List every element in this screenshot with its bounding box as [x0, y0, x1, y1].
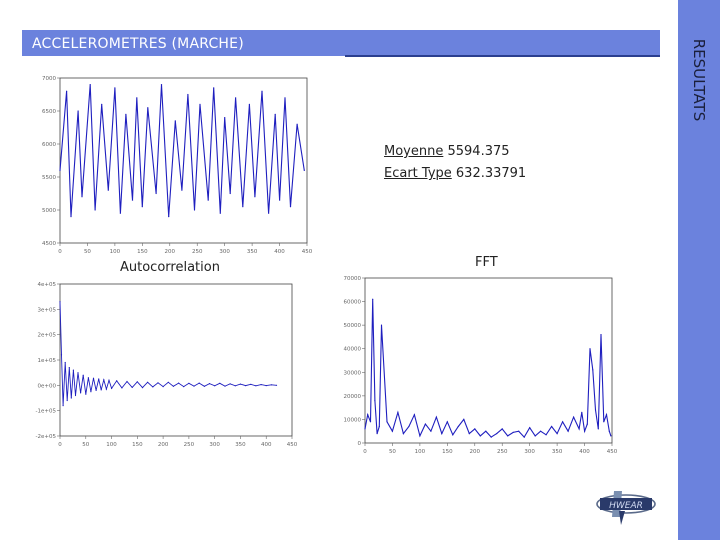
data-point: [279, 200, 280, 201]
data-point: [66, 91, 67, 92]
x-tick-label: 250: [496, 449, 508, 455]
data-point: [546, 434, 547, 435]
data-point: [275, 114, 276, 115]
data-point: [90, 84, 91, 85]
data-point: [71, 397, 72, 398]
data-point: [224, 117, 225, 118]
y-tick-label: 70000: [343, 276, 361, 282]
mean-label: Moyenne: [384, 144, 444, 159]
y-tick-label: 6000: [42, 142, 56, 148]
x-tick-label: 350: [235, 442, 246, 448]
data-point: [518, 431, 519, 432]
data-point: [254, 196, 255, 197]
x-tick-label: 200: [157, 442, 169, 448]
data-point: [90, 391, 91, 392]
data-point: [507, 435, 508, 436]
x-tick-label: 0: [363, 449, 367, 455]
data-point: [147, 382, 148, 383]
data-point: [69, 367, 70, 368]
y-tick-label: 5500: [42, 175, 56, 181]
data-point: [491, 437, 492, 438]
plot-frame: [60, 284, 292, 436]
data-point: [220, 213, 221, 214]
data-point: [584, 431, 585, 432]
data-point: [606, 414, 607, 415]
data-point: [408, 426, 409, 427]
x-tick-label: 400: [579, 449, 590, 455]
data-point: [245, 385, 246, 386]
data-point: [600, 334, 601, 335]
data-point: [485, 431, 486, 432]
hwear-logo: [592, 487, 660, 527]
data-point: [114, 87, 115, 88]
data-point: [101, 389, 102, 390]
y-tick-label: 10000: [343, 417, 361, 424]
data-point: [204, 386, 205, 387]
data-point: [136, 97, 137, 98]
data-point: [173, 386, 174, 387]
x-tick-label: 450: [301, 249, 313, 255]
series-line: [60, 302, 277, 406]
data-point: [463, 419, 464, 420]
data-point: [480, 435, 481, 436]
autocorr-label: Autocorrelation: [120, 260, 220, 275]
y-tick-label: 5000: [42, 208, 56, 214]
x-tick-label: 50: [388, 449, 396, 455]
data-point: [250, 384, 251, 385]
page-title: ACCELEROMETRES (MARCHE): [32, 36, 244, 52]
data-point: [65, 362, 66, 363]
data-point: [126, 381, 127, 382]
data-point: [181, 190, 182, 191]
y-tick-label: 7000: [42, 76, 56, 82]
data-point: [603, 421, 604, 422]
data-point: [255, 385, 256, 386]
side-label: RESULTATS: [690, 38, 708, 122]
data-point: [70, 216, 71, 217]
data-point: [101, 104, 102, 105]
x-tick-label: 250: [191, 249, 203, 255]
x-tick-label: 150: [137, 249, 148, 255]
y-tick-label: 4e+05: [37, 282, 56, 288]
data-point: [73, 370, 74, 371]
data-point: [178, 383, 179, 384]
data-point: [379, 426, 380, 427]
data-point: [452, 434, 453, 435]
signal-chart: [30, 72, 315, 257]
data-point: [120, 213, 121, 214]
data-point: [152, 386, 153, 387]
data-point: [111, 388, 112, 389]
data-point: [598, 428, 599, 429]
x-tick-label: 350: [551, 449, 563, 455]
data-point: [397, 412, 398, 413]
data-point: [414, 414, 415, 415]
x-tick-label: 300: [209, 442, 220, 448]
data-point: [59, 301, 60, 302]
data-point: [502, 428, 503, 429]
data-point: [610, 435, 611, 436]
x-tick-label: 100: [106, 442, 117, 448]
data-point: [224, 386, 225, 387]
data-point: [80, 392, 81, 393]
data-point: [88, 377, 89, 378]
data-point: [219, 383, 220, 384]
x-tick-label: 300: [524, 449, 535, 455]
x-tick-label: 400: [260, 442, 272, 448]
data-point: [469, 433, 470, 434]
std-value: 632.33791: [455, 166, 527, 181]
y-tick-label: 0: [357, 441, 361, 447]
y-tick-label: 4500: [42, 241, 56, 247]
data-point: [187, 94, 188, 95]
data-point: [209, 383, 210, 384]
data-point: [161, 84, 162, 85]
data-point: [587, 424, 588, 425]
data-point: [377, 433, 378, 434]
stats-block: [384, 141, 526, 185]
x-tick-label: 50: [82, 442, 90, 448]
data-point: [249, 104, 250, 105]
x-tick-label: 300: [219, 249, 230, 255]
data-point: [551, 426, 552, 427]
data-point: [78, 110, 79, 111]
data-point: [116, 380, 117, 381]
y-tick-label: -2e+05: [35, 434, 56, 440]
y-tick-label: 60000: [343, 299, 361, 306]
data-point: [392, 431, 393, 432]
logo-text: HWEAR: [609, 501, 643, 511]
data-point: [374, 400, 375, 401]
y-tick-label: 40000: [343, 346, 361, 353]
data-point: [573, 417, 574, 418]
y-tick-label: 2e+05: [37, 332, 56, 339]
plot-frame: [365, 278, 612, 443]
data-point: [183, 386, 184, 387]
data-point: [157, 382, 158, 383]
data-point: [142, 206, 143, 207]
data-point: [83, 375, 84, 376]
y-tick-label: 30000: [343, 370, 361, 377]
data-point: [168, 216, 169, 217]
data-point: [419, 435, 420, 436]
data-point: [61, 354, 62, 355]
data-point: [403, 433, 404, 434]
data-point: [370, 421, 371, 422]
data-point: [474, 428, 475, 429]
data-point: [235, 385, 236, 386]
data-point: [230, 383, 231, 384]
data-point: [268, 213, 269, 214]
data-point: [458, 426, 459, 427]
data-point: [63, 405, 64, 406]
data-point: [98, 378, 99, 379]
data-point: [372, 299, 373, 300]
data-point: [367, 414, 368, 415]
data-point: [77, 372, 78, 373]
title-underline: [345, 55, 660, 57]
data-point: [194, 209, 195, 210]
data-point: [261, 91, 262, 92]
x-tick-label: 200: [469, 449, 481, 455]
data-point: [609, 431, 610, 432]
y-tick-label: -1e+05: [35, 408, 56, 415]
data-point: [441, 433, 442, 434]
y-tick-label: 20000: [343, 393, 361, 400]
data-point: [381, 325, 382, 326]
data-point: [290, 206, 291, 207]
data-point: [193, 386, 194, 387]
y-tick-label: 3e+05: [37, 307, 56, 314]
data-point: [496, 433, 497, 434]
std-label: Ecart Type: [384, 166, 452, 181]
data-point: [103, 379, 104, 380]
x-tick-label: 50: [83, 249, 91, 255]
std-row: [384, 163, 526, 185]
data-point: [156, 193, 157, 194]
data-point: [214, 385, 215, 386]
data-point: [96, 390, 97, 391]
data-point: [595, 409, 596, 410]
series-line: [365, 299, 611, 437]
data-point: [568, 431, 569, 432]
data-point: [304, 170, 305, 171]
fft-label: FFT: [475, 255, 498, 270]
x-tick-label: 0: [58, 442, 62, 448]
autocorrelation-chart: [30, 278, 300, 450]
data-point: [208, 200, 209, 201]
data-point: [557, 433, 558, 434]
data-point: [95, 209, 96, 210]
data-point: [276, 385, 277, 386]
x-tick-label: 100: [109, 249, 121, 255]
data-point: [266, 385, 267, 386]
y-tick-label: 0e+00: [37, 383, 56, 390]
data-point: [535, 435, 536, 436]
fft-chart: [335, 272, 620, 457]
data-point: [581, 412, 582, 413]
data-point: [284, 97, 285, 98]
data-point: [513, 432, 514, 433]
data-point: [430, 431, 431, 432]
data-point: [579, 428, 580, 429]
y-tick-label: 6500: [42, 109, 56, 115]
data-point: [235, 97, 236, 98]
x-tick-label: 0: [58, 249, 62, 255]
data-point: [386, 421, 387, 422]
data-point: [213, 87, 214, 88]
data-point: [589, 348, 590, 349]
data-point: [540, 431, 541, 432]
data-point: [199, 104, 200, 105]
x-tick-label: 450: [286, 442, 298, 448]
data-point: [142, 387, 143, 388]
data-point: [81, 196, 82, 197]
data-point: [242, 206, 243, 207]
data-point: [230, 193, 231, 194]
data-point: [108, 190, 109, 191]
data-point: [168, 382, 169, 383]
mean-value: 5594.375: [447, 144, 510, 159]
x-tick-label: 100: [414, 449, 426, 455]
data-point: [163, 386, 164, 387]
x-tick-label: 200: [164, 249, 176, 255]
x-tick-label: 150: [132, 442, 143, 448]
y-tick-label: 50000: [343, 323, 361, 330]
data-point: [121, 387, 122, 388]
data-point: [447, 421, 448, 422]
data-point: [108, 380, 109, 381]
data-point: [240, 384, 241, 385]
data-point: [364, 428, 365, 429]
data-point: [425, 424, 426, 425]
data-point: [592, 369, 593, 370]
data-point: [529, 427, 530, 428]
data-point: [261, 384, 262, 385]
data-point: [297, 124, 298, 125]
data-point: [175, 120, 176, 121]
data-point: [93, 378, 94, 379]
data-point: [132, 200, 133, 201]
data-point: [524, 437, 525, 438]
data-point: [75, 395, 76, 396]
data-point: [125, 114, 126, 115]
title-bar: [22, 30, 660, 56]
x-tick-label: 350: [246, 249, 258, 255]
data-point: [271, 384, 272, 385]
data-point: [199, 383, 200, 384]
data-point: [137, 381, 138, 382]
x-tick-label: 250: [183, 442, 195, 448]
data-point: [562, 421, 563, 422]
data-point: [106, 389, 107, 390]
data-point: [188, 383, 189, 384]
data-point: [67, 400, 68, 401]
data-point: [59, 170, 60, 171]
data-point: [147, 107, 148, 108]
data-point: [132, 387, 133, 388]
x-tick-label: 150: [442, 449, 453, 455]
mean-row: [384, 141, 526, 163]
x-tick-label: 450: [606, 449, 618, 455]
x-tick-label: 400: [274, 249, 285, 255]
data-point: [85, 394, 86, 395]
series-line: [60, 85, 304, 217]
y-tick-label: 1e+05: [37, 358, 56, 364]
data-point: [436, 417, 437, 418]
